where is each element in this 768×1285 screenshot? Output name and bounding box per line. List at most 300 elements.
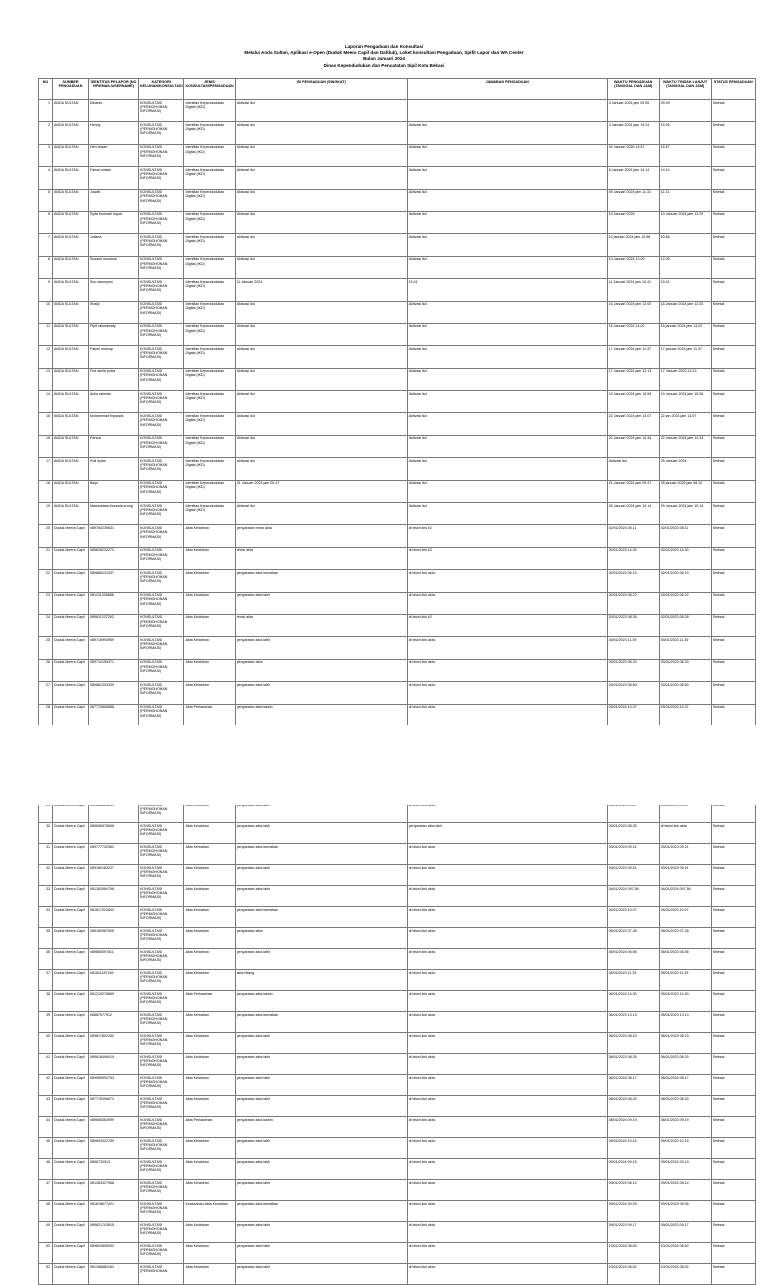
col-sumber-cell: Duduk Meera Capil xyxy=(53,970,89,991)
col-sumber-cell: ANDA SULTAN xyxy=(53,435,89,457)
col-isi-cell: Aktivasi ikd xyxy=(235,368,407,390)
col-kategori-cell: KONSULTASI (PERMOHONAN INFORMASI) xyxy=(139,1054,184,1075)
col-jawaban-cell: Aktivasi ikd xyxy=(407,503,607,525)
col-sumber-cell: Duduk Meera Capil xyxy=(53,659,89,681)
col-no-cell: 6 xyxy=(39,211,53,233)
col-waktu-cell: 02/01/2023 08.22 xyxy=(607,592,659,614)
col-kategori-cell: KONSULTASI (PERMOHONAN INFORMASI) xyxy=(139,907,184,928)
table-row xyxy=(39,525,756,547)
col-kategori-cell: KONSULTASI (PERMOHONAN INFORMASI) xyxy=(139,256,184,278)
col-waktu-cell: 04 Januari 2026 15.57 xyxy=(607,144,659,166)
col-status-cell: Selesai xyxy=(711,346,755,368)
col-status-cell: Selesai xyxy=(711,823,755,844)
col-jawaban-cell: di bisini link akta xyxy=(407,970,607,991)
col-status-cell: Selesai xyxy=(711,704,755,726)
col-no-cell: 17 xyxy=(39,458,53,480)
col-isi-cell: Aktivasi ikd xyxy=(235,391,407,413)
col-isi-cell: Aktivasi ikd xyxy=(235,413,407,435)
col-no-cell: 45 xyxy=(39,1138,53,1159)
table-row xyxy=(39,323,756,345)
col-status-cell: Selesai xyxy=(711,458,755,480)
col-tindak-lanjut-cell: 09/01/2023 10.15 xyxy=(659,1138,711,1159)
col-jenis-cell: Akta Kematian xyxy=(184,844,235,865)
col-no-cell: 1 xyxy=(39,100,53,122)
col-no-cell: 12 xyxy=(39,346,53,368)
col-jawaban-cell: di bisini link akta xyxy=(407,1222,607,1243)
col-identitas-cell: 081211339686 xyxy=(89,592,139,614)
col-status-cell: Selesai xyxy=(711,1075,755,1096)
col-tindak-lanjut-cell: 02/01/2023 06.19 xyxy=(659,570,711,592)
col-kategori-cell: KONSULTASI (PERMOHONAN INFORMASI) xyxy=(139,1159,184,1180)
col-kategori-cell: KONSULTASI (PERMOHONAN INFORMASI) xyxy=(139,525,184,547)
col-no-cell: 10 xyxy=(39,301,53,323)
col-no-cell: 5 xyxy=(39,189,53,211)
table-row xyxy=(39,1075,756,1096)
col-kategori-cell: KONSULTASI (PERMOHONAN INFORMASI) xyxy=(139,1096,184,1117)
col-status-cell: Selesai xyxy=(711,592,755,614)
col-status-cell: Selesai xyxy=(711,886,755,907)
col-kategori-cell: KONSULTASI (PERMOHONAN INFORMASI) xyxy=(139,346,184,368)
col-isi-cell: penyaratan akta lahir xyxy=(235,1033,407,1054)
col-jawaban-cell: di bisini link akta xyxy=(407,1117,607,1138)
table-row xyxy=(39,1117,756,1138)
col-isi-cell: penyaratan akta lahir xyxy=(235,1054,407,1075)
col-sumber-cell: Duduk Meera Capil xyxy=(53,1075,89,1096)
col-tindak-lanjut-cell: 05/01/2023 13.13 xyxy=(659,1012,711,1033)
col-identitas-cell: 081283427968 xyxy=(89,1180,139,1201)
col-identitas-cell: 089881393339 xyxy=(89,682,139,704)
col-kategori-cell: (PERMOHONAN INFORMASI) xyxy=(139,802,184,823)
col-jawaban-cell: di bisini link akta xyxy=(407,592,607,614)
col-isi-cell: revisi akta xyxy=(235,614,407,636)
col-isi-cell: penyaratan akta lahir xyxy=(235,1096,407,1117)
col-kategori-cell: KONSULTASI (PERMOHONAN INFORMASI) xyxy=(139,592,184,614)
col-tindak-lanjut-cell: 02/01/2023 08.28 xyxy=(659,614,711,636)
col-tindak-lanjut-cell: 25 januari 2026 jam 08.10 xyxy=(659,480,711,502)
col-status-cell: Selesai xyxy=(711,144,755,166)
col-kategori-cell: KONSULTASI (PERMOHONAN INFORMASI) xyxy=(139,1222,184,1243)
col-status-cell: Selesai xyxy=(711,970,755,991)
table-row xyxy=(39,991,756,1012)
report-header xyxy=(0,44,768,69)
col-status-cell: Selesai xyxy=(711,480,755,502)
col-kategori-cell: KONSULTASI (PERMOHONAN INFORMASI) xyxy=(139,1243,184,1264)
col-identitas-cell: 081811187169 xyxy=(89,970,139,991)
col-identitas-cell: 081219278869 xyxy=(89,991,139,1012)
col-sumber-cell: Duduk Meera Capil xyxy=(53,844,89,865)
col-jenis-cell: Identitas Kependudukan Digital (IKD) xyxy=(184,211,235,233)
col-waktu-cell: 03/01/2023 08.35 xyxy=(607,823,659,844)
col-identitas-cell: 081286684163 xyxy=(89,1264,139,1285)
col-jenis-cell: Akta Kelahiran xyxy=(184,1222,235,1243)
col-identitas-cell: 087770898888 xyxy=(89,704,139,726)
col-waktu-cell: 05/01/2023 07.28 xyxy=(607,928,659,949)
col-no-cell: 46 xyxy=(39,1159,53,1180)
col-tindak-lanjut-cell: 03/01/2023 11.39 xyxy=(659,637,711,659)
col-isi-cell: penyaratan akta lahir xyxy=(235,592,407,614)
col-identitas-cell: Juliana xyxy=(89,234,139,256)
col-jawaban-cell: Aktivasi ikd xyxy=(407,458,607,480)
col-identitas-cell: 089693322759 xyxy=(89,1138,139,1159)
table-row xyxy=(39,659,756,681)
col-status-cell: Selesai xyxy=(711,949,755,970)
complaints-table-page-1 xyxy=(38,78,756,727)
col-identitas-cell: 089696575698 xyxy=(89,823,139,844)
col-jenis-cell: Identitas Kependudukan Digital (IKD) xyxy=(184,301,235,323)
col-status-cell: Selesai xyxy=(711,1180,755,1201)
col-identitas-cell: 08887977912 xyxy=(89,1012,139,1033)
col-jenis-cell: Akta Kelahiran xyxy=(184,1159,235,1180)
col-status-cell: Selesai xyxy=(711,1264,755,1285)
table-row xyxy=(39,614,756,636)
col-jenis-cell: Akta Kelahiran xyxy=(184,970,235,991)
col-waktu-cell: 09 Januari 2024 jam 11.31 xyxy=(607,189,659,211)
col-no-cell: 18 xyxy=(39,480,53,502)
table-row xyxy=(39,570,756,592)
col-isi-cell: penyaratan akta lahir xyxy=(235,1138,407,1159)
col-identitas-cell: Juwati xyxy=(89,189,139,211)
col-tindak-lanjut-cell: 15.57 xyxy=(659,144,711,166)
col-jenis-cell: Akta Kematian xyxy=(184,907,235,928)
col-jawaban-cell: Aktivasi ikd xyxy=(407,368,607,390)
col-isi-cell: Aktivasi ikd xyxy=(235,301,407,323)
table-row xyxy=(39,1138,756,1159)
col-identitas-cell: 089802895932 xyxy=(89,1243,139,1264)
col-kategori-cell: KONSULTASI (PERMOHONAN INFORMASI) xyxy=(139,435,184,457)
col-sumber-cell: ANDA SULTAN xyxy=(53,279,89,301)
col-no-cell: 35 xyxy=(39,928,53,949)
col-status-cell: Selesai xyxy=(711,928,755,949)
col-waktu-cell: 02/01/2023 08.11 xyxy=(607,525,659,547)
col-isi-cell: penyaratan akta lahir xyxy=(235,886,407,907)
table-row xyxy=(39,458,756,480)
col-identitas-cell: 089777732062 xyxy=(89,844,139,865)
col-no-cell: 36 xyxy=(39,949,53,970)
col-jawaban-cell: di bisini link akta xyxy=(407,886,607,907)
col-waktu-cell: 19 Januari 2024 jam 15.06 xyxy=(607,391,659,413)
col-isi-cell: penyaratan akta kawin xyxy=(235,704,407,726)
col-jawaban-cell: di bisini link akta xyxy=(407,659,607,681)
col-tindak-lanjut-cell: 16 januari 2024 jam 14.02 xyxy=(659,323,711,345)
col-waktu-cell: 09/01/2024 08.14 xyxy=(607,1180,659,1201)
col-isi-cell: penyaratan akta kawin xyxy=(235,1117,407,1138)
col-jenis-cell: Akta Kelahiran xyxy=(184,547,235,569)
col-sumber-cell: ANDA SULTAN xyxy=(53,256,89,278)
col-isi-cell: penyaratan akta lahir xyxy=(235,1159,407,1180)
col-identitas-cell: 089817802260 xyxy=(89,1033,139,1054)
col-waktu-cell: 06/01/2023 08.23 xyxy=(607,1033,659,1054)
col-no-cell: 28 xyxy=(39,704,53,726)
col-sumber-cell: ANDA SULTAN xyxy=(53,480,89,502)
col-isi-cell: Aktivasi ikd xyxy=(235,435,407,457)
col-jenis-cell: Akta Kelahiran xyxy=(184,1096,235,1117)
col-waktu-cell: 03/01/2023 08.50 xyxy=(607,682,659,704)
col-kategori-cell: KONSULTASI (PERMOHONAN INFORMASI) xyxy=(139,144,184,166)
col-jawaban-cell: Aktivasi ikd xyxy=(407,480,607,502)
col-waktu-cell: 08/01/2024 09.19 xyxy=(607,1117,659,1138)
col-no-cell: 49 xyxy=(39,1222,53,1243)
col-identitas-cell: Aulia rahman xyxy=(89,391,139,413)
col-jawaban-cell: 15.41 xyxy=(407,279,607,301)
col-jawaban-cell: Aktivasi ikd xyxy=(407,167,607,189)
table-row xyxy=(39,949,756,970)
table-row xyxy=(39,413,756,435)
col-jawaban-cell: di bisini link akta xyxy=(407,704,607,726)
col-tindak-lanjut-cell: 17 Januari 2023 13.13 xyxy=(659,368,711,390)
col-no-cell: 22 xyxy=(39,570,53,592)
col-status-cell: Selesai xyxy=(711,844,755,865)
col-jawaban-cell: di bisini link akta xyxy=(407,949,607,970)
col-no-cell: 25 xyxy=(39,637,53,659)
col-no-cell: 31 xyxy=(39,844,53,865)
col-identitas-cell: Dinanto xyxy=(89,100,139,122)
col-jenis-cell: Identitas Kependudukan Digital (IKD) xyxy=(184,100,235,122)
table-row xyxy=(39,637,756,659)
col-status-cell: Selesai xyxy=(711,189,755,211)
col-waktu-cell: 09/01/2023 09.17 xyxy=(607,1222,659,1243)
col-jawaban-cell: di bisini link akta xyxy=(407,1075,607,1096)
col-tindak-lanjut-cell: 09/01/2024 08.14 xyxy=(659,1180,711,1201)
col-waktu-cell: 3 Januari 2024 jam 09.06 xyxy=(607,100,659,122)
col-waktu-cell: 04/01/2023 10.07 xyxy=(607,907,659,928)
col-jenis-cell: Identitas Kependudukan Digital (IKD) xyxy=(184,368,235,390)
col-kategori-cell: KONSULTASI (PERMOHONAN INFORMASI) xyxy=(139,503,184,525)
col-jawaban-cell: di bisini link akta xyxy=(407,1054,607,1075)
col-waktu-cell: 05/01/2024 06.56 xyxy=(607,949,659,970)
table-row xyxy=(39,211,756,233)
col-tindak-lanjut-cell: 06/01/2024 08.17 xyxy=(659,1075,711,1096)
table-row xyxy=(39,1054,756,1075)
col-status-cell: Selesai xyxy=(711,907,755,928)
table-row xyxy=(39,592,756,614)
col-isi-cell: penyaratan akta lahir xyxy=(235,1180,407,1201)
col-tindak-lanjut-cell: 16 Januari 2024 jam 12.00 xyxy=(659,301,711,323)
table-row xyxy=(39,928,756,949)
col-identitas-cell: Muhammad firyanzal xyxy=(89,413,139,435)
col-jenis-cell: Akta Kelahiran xyxy=(184,614,235,636)
col-jawaban-cell: di bisini link akta xyxy=(407,1138,607,1159)
col-jawaban-cell: di bisini link akta xyxy=(407,637,607,659)
col-isi-cell: penyaratan akta kematian xyxy=(235,1201,407,1222)
column-header-status: STATUS PENGADUAN xyxy=(711,79,755,100)
col-waktu-cell: 05/01/2023 11.39 xyxy=(607,970,659,991)
col-status-cell: Selesai xyxy=(711,503,755,525)
col-kategori-cell: KONSULTASI (PERMOHONAN INFORMASI) xyxy=(139,704,184,726)
col-kategori-cell: KONSULTASI (PERMOHONAN INFORMASI) xyxy=(139,122,184,144)
col-tindak-lanjut-cell: 02/01/2023 14.30 xyxy=(659,547,711,569)
col-identitas-cell: 087776396673 xyxy=(89,1096,139,1117)
col-no-cell: 41 xyxy=(39,1054,53,1075)
col-waktu-cell: 10 januari 2024 jam 10.58 xyxy=(607,234,659,256)
col-kategori-cell: KONSULTASI (PERMOHONAN INFORMASI) xyxy=(139,659,184,681)
col-identitas-cell: Heri ansari xyxy=(89,144,139,166)
col-waktu-cell: 16 Januari 2024 14.02 xyxy=(607,323,659,345)
col-jenis-cell: Identitas Kependudukan Digital (IKD) xyxy=(184,167,235,189)
table-row xyxy=(39,1159,756,1180)
col-jawaban-cell: Aktivasi ikd xyxy=(407,391,607,413)
col-sumber-cell: Duduk Meera Capil xyxy=(53,1012,89,1033)
col-tindak-lanjut-cell: 02/01/2023 08.11 xyxy=(659,525,711,547)
col-no-cell: 8 xyxy=(39,256,53,278)
col-no-cell: 19 xyxy=(39,503,53,525)
col-jawaban-cell: di bisini link k2 xyxy=(407,614,607,636)
col-isi-cell: Aktivasi ikd xyxy=(235,256,407,278)
col-jenis-cell: Identitas Kependudukan Digital (IKD) xyxy=(184,413,235,435)
col-kategori-cell: KONSULTASI (PERMOHONAN INFORMASI) xyxy=(139,928,184,949)
col-identitas-cell: Fed amila putra xyxy=(89,368,139,390)
col-sumber-cell: ANDA SULTAN xyxy=(53,346,89,368)
table-row xyxy=(39,189,756,211)
col-sumber-cell: Duduk Meera Capil xyxy=(53,525,89,547)
col-no-cell: 23 xyxy=(39,592,53,614)
col-isi-cell: penyaratan revisi akta xyxy=(235,525,407,547)
col-sumber-cell: Duduk Meera Capil xyxy=(53,1159,89,1180)
col-jenis-cell: Identitas Kependudukan Digital (IKD) xyxy=(184,234,235,256)
col-jawaban-cell: di bisini link akta xyxy=(407,682,607,704)
col-jawaban-cell: di bisini link akta xyxy=(407,907,607,928)
col-jenis-cell: Identitas Kependudukan Digital (IKD) xyxy=(184,346,235,368)
col-sumber-cell: Duduk Meera Capil xyxy=(53,1117,89,1138)
col-kategori-cell: KONSULTASI (PERMOHONAN INFORMASI) xyxy=(139,391,184,413)
col-kategori-cell: KONSULTASI (PERMOHONAN INFORMASI) xyxy=(139,211,184,233)
col-kategori-cell: KONSULTASI (PERMOHONAN INFORMASI) xyxy=(139,458,184,480)
col-waktu-cell: 06/01/2023 08.25 xyxy=(607,1054,659,1075)
column-header-waktu: WAKTU PENGADUAN (TANGGAL DAN JAM) xyxy=(607,79,659,100)
col-waktu-cell: 29 Januari 2024 jam 10.14 xyxy=(607,503,659,525)
col-sumber-cell: ANDA SULTAN xyxy=(53,100,89,122)
col-waktu-cell: 04/01/2024 097.56 xyxy=(607,886,659,907)
col-identitas-cell: 089665363999 xyxy=(89,1117,139,1138)
col-identitas-cell: 089811237262 xyxy=(89,614,139,636)
col-sumber-cell: Duduk Meera Capil xyxy=(53,886,89,907)
col-no-cell: 20 xyxy=(39,525,53,547)
col-isi-cell: Aktivasi ikd xyxy=(235,189,407,211)
col-jenis-cell: Identitas Kependudukan Digital (IKD) xyxy=(184,256,235,278)
col-jawaban-cell: Aktivasi ikd xyxy=(407,435,607,457)
col-identitas-cell: Henny xyxy=(89,122,139,144)
col-identitas-cell: Ruli dylan xyxy=(89,458,139,480)
table-row xyxy=(39,1201,756,1222)
col-isi-cell: penyaratan akta kematian xyxy=(235,844,407,865)
col-isi-cell: Aktivasi ikd xyxy=(235,100,407,122)
col-jenis-cell: Akta Kelahiran xyxy=(184,949,235,970)
col-kategori-cell: KONSULTASI (PERMOHONAN INFORMASI) xyxy=(139,413,184,435)
col-jenis-cell: Identitas Kependudukan Digital (IKD) xyxy=(184,144,235,166)
col-jenis-cell: Identitas Kependudukan Digital (IKD) xyxy=(184,391,235,413)
col-jenis-cell: Akta Kelahiran xyxy=(184,682,235,704)
col-tindak-lanjut-cell: 05/01/2023 14.30 xyxy=(659,991,711,1012)
col-identitas-cell: 089621703815 xyxy=(89,1222,139,1243)
col-sumber-cell: Duduk Meera Capil xyxy=(53,1054,89,1075)
col-jenis-cell: Identitas Kependudukan Digital (IKD) xyxy=(184,435,235,457)
col-kategori-cell: KONSULTASI (PERMOHONAN INFORMASI) xyxy=(139,970,184,991)
col-waktu-cell: Aktivasi ikd xyxy=(607,458,659,480)
col-isi-cell: revisi akta xyxy=(235,547,407,569)
col-no-cell: 44 xyxy=(39,1117,53,1138)
col-tindak-lanjut-cell: 08/01/2023 09.19 xyxy=(659,1117,711,1138)
complaints-table-page-2 xyxy=(38,780,756,1285)
col-waktu-cell: 03/01/2023 08.33 xyxy=(607,659,659,681)
col-no-cell: 42 xyxy=(39,1075,53,1096)
col-status-cell: Selesai xyxy=(711,1222,755,1243)
col-identitas-cell: Shally xyxy=(89,301,139,323)
col-kategori-cell: KONSULTASI (PERMOHONAN INFORMASI) xyxy=(139,480,184,502)
col-status-cell: Selesai xyxy=(711,167,755,189)
col-sumber-cell: Duduk Meera Capil xyxy=(53,592,89,614)
col-tindak-lanjut-cell: 05/01/2023 11.39 xyxy=(659,970,711,991)
col-isi-cell: Aktivasi ikd xyxy=(235,346,407,368)
col-jenis-cell: Keabsahan Akta Kematian xyxy=(184,1201,235,1222)
col-isi-cell: akta hilang xyxy=(235,970,407,991)
table-row xyxy=(39,886,756,907)
col-tindak-lanjut-cell: 19 Januari 2024 jam 15.06 xyxy=(659,391,711,413)
col-identitas-cell: Faisal rudadi xyxy=(89,167,139,189)
col-tindak-lanjut-cell: 05/01/2023 07.28 xyxy=(659,928,711,949)
col-tindak-lanjut-cell: 14.14 xyxy=(659,167,711,189)
table-row xyxy=(39,1012,756,1033)
col-jenis-cell: Akta Kematian xyxy=(184,1012,235,1033)
col-no-cell: 51 xyxy=(39,1264,53,1285)
col-status-cell: Selesai xyxy=(711,614,755,636)
col-status-cell: Selesai xyxy=(711,525,755,547)
col-no-cell: 7 xyxy=(39,234,53,256)
col-tindak-lanjut-cell: 12.09 xyxy=(659,256,711,278)
col-kategori-cell: KONSULTASI (PERMOHONAN INFORMASI) xyxy=(139,301,184,323)
col-waktu-cell: 8 Januari 2024 jam 14.14 xyxy=(607,167,659,189)
col-jawaban-cell: di bisini link akta xyxy=(407,1012,607,1033)
col-sumber-cell: ANDA SULTAN xyxy=(53,503,89,525)
col-jenis-cell: Identitas Kependudukan Digital (IKD) xyxy=(184,189,235,211)
col-isi-cell: penyaratan akta lahir xyxy=(235,865,407,886)
col-kategori-cell: KONSULTASI (PERMOHONAN INFORMASI) xyxy=(139,1012,184,1033)
table-row xyxy=(39,346,756,368)
col-identitas-cell: 089784239831 xyxy=(89,525,139,547)
col-kategori-cell: KONSULTASI (PERMOHONAN INFORMASI) xyxy=(139,323,184,345)
col-isi-cell: penyaratan akta lahir xyxy=(235,1075,407,1096)
col-no-cell: 16 xyxy=(39,435,53,457)
col-sumber-cell: Duduk Meera Capil xyxy=(53,570,89,592)
column-header-sumber: SUMBER PENGADUAN xyxy=(53,79,89,100)
col-status-cell: Selesai xyxy=(711,301,755,323)
col-tindak-lanjut-cell: 15.26 xyxy=(659,122,711,144)
col-isi-cell: penyaratan akta lahir xyxy=(235,637,407,659)
col-sumber-cell: ANDA SULTAN xyxy=(53,211,89,233)
col-kategori-cell: KONSULTASI (PERMOHONAN INFORMASI) xyxy=(139,234,184,256)
col-no-cell: 50 xyxy=(39,1243,53,1264)
col-no-cell: 38 xyxy=(39,991,53,1012)
col-status-cell: Selesai xyxy=(711,1117,755,1138)
col-jenis-cell: Akta Kelahiran xyxy=(184,637,235,659)
col-status-cell: Selesai xyxy=(711,1096,755,1117)
table-row xyxy=(39,682,756,704)
col-status-cell: Selesai xyxy=(711,211,755,233)
col-identitas-cell: 089089993753 xyxy=(89,1075,139,1096)
col-no-cell: 34 xyxy=(39,907,53,928)
col-identitas-cell: 081382984798 xyxy=(89,886,139,907)
col-isi-cell: Aktivasi ikd xyxy=(235,144,407,166)
col-isi-cell: Aktivasi ikd xyxy=(235,167,407,189)
col-tindak-lanjut-cell: 08/01/2023 08.29 xyxy=(659,1096,711,1117)
col-isi-cell: Aktivasi ikd xyxy=(235,503,407,525)
col-waktu-cell: 05/01/2023 13.13 xyxy=(607,1012,659,1033)
col-jenis-cell: Akta Kelahiran xyxy=(184,823,235,844)
col-status-cell: Selesai xyxy=(711,279,755,301)
col-identitas-cell: 089860597811 xyxy=(89,949,139,970)
col-no-cell: 15 xyxy=(39,413,53,435)
table-row xyxy=(39,907,756,928)
table-row xyxy=(39,391,756,413)
table-row xyxy=(39,1243,756,1264)
